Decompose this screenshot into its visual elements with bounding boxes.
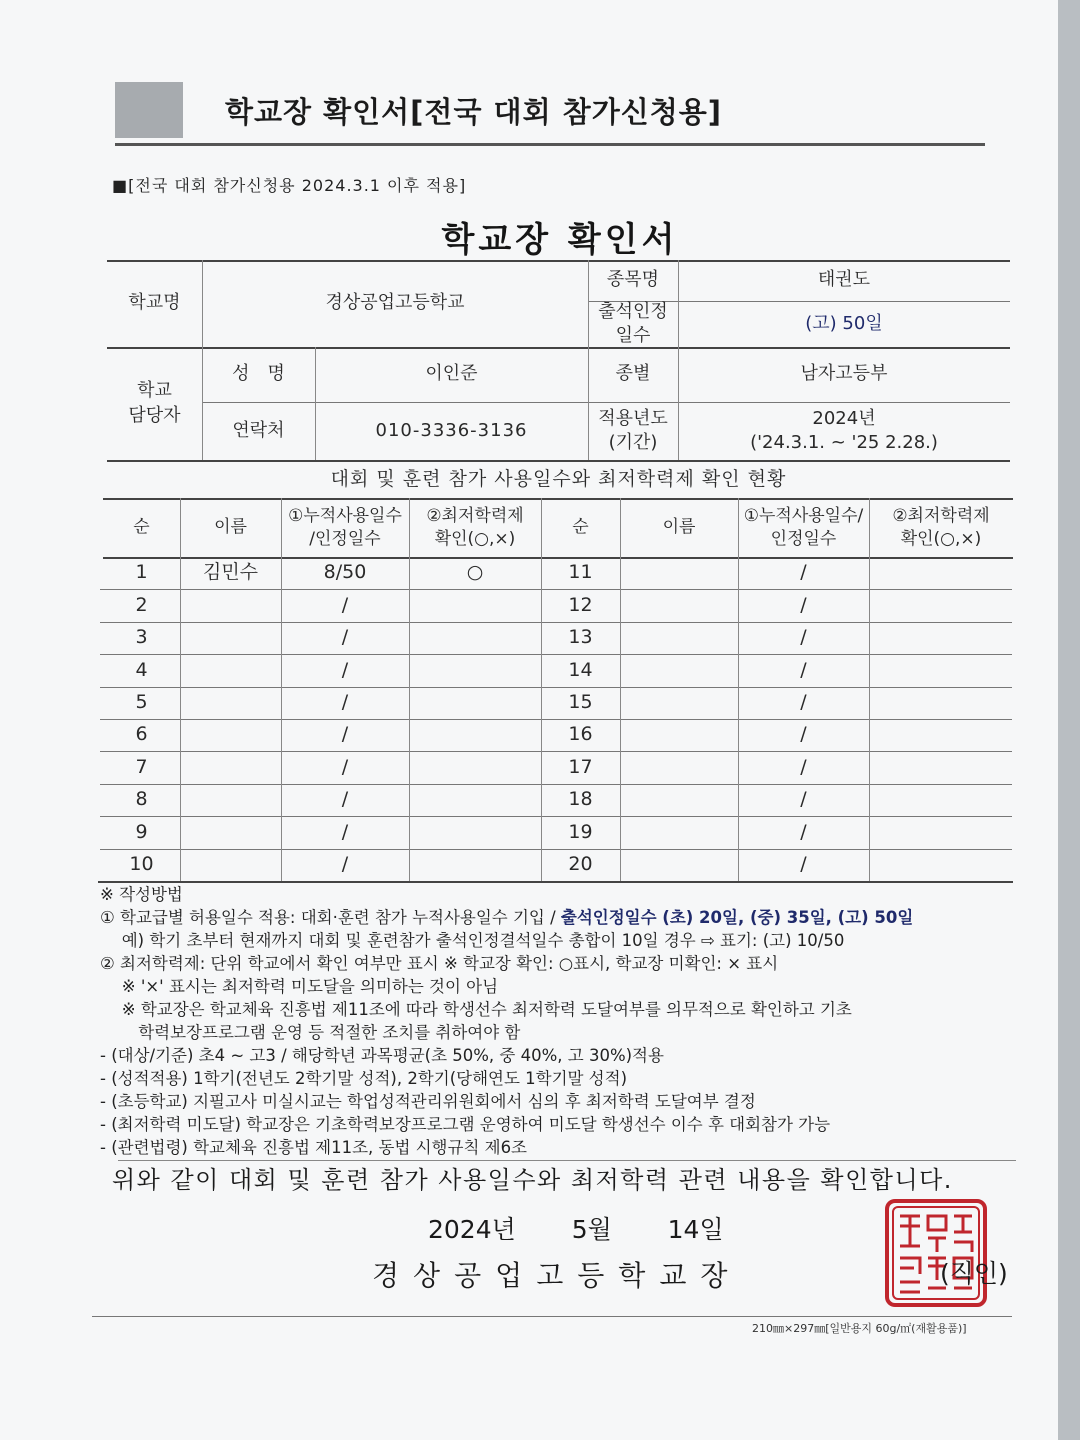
row-days-right: / <box>800 852 807 875</box>
issue-date <box>428 1210 724 1246</box>
row-name-right <box>620 719 738 751</box>
bullet-2: - (성적적용) 1학기(전년도 2학기말 성적), 2학기(당해연도 1학기말 성적) <box>100 1069 628 1088</box>
instructions <box>100 883 1030 1159</box>
row-days-right: / <box>800 658 807 681</box>
row-no-right: 13 <box>568 626 593 649</box>
title-decor-block <box>115 82 183 138</box>
row-check-right <box>869 816 1013 848</box>
contact-value: 010-3336-3136 <box>375 419 528 441</box>
row-no-right: 19 <box>568 820 593 843</box>
row-name <box>180 687 281 719</box>
manager-label: 학교 담당자 <box>128 380 181 426</box>
row-no: 9 <box>135 820 148 843</box>
row-name <box>180 784 281 816</box>
row-check-right <box>869 557 1013 589</box>
row-check-right <box>869 784 1013 816</box>
row-name <box>180 622 281 654</box>
row-days-right: / <box>800 690 807 713</box>
row-no: 6 <box>135 723 148 746</box>
manager-name-value: 이인준 <box>425 363 478 385</box>
row-no-right: 20 <box>568 852 593 875</box>
row-name-right <box>620 751 738 783</box>
note-2-b: ※ 학교장은 학교체육 진흥법 제11조에 따라 학생선수 최저학력 도달여부를 의무적으로 확인하고 기초 <box>100 1000 852 1019</box>
row-no-right: 11 <box>568 561 593 584</box>
date-day: 14일 <box>667 1215 724 1244</box>
category-label: 종별 <box>615 363 651 385</box>
row-no-right: 15 <box>568 690 593 713</box>
row-no: 4 <box>135 658 148 681</box>
row-name-right <box>620 816 738 848</box>
row-days-right: / <box>800 561 807 584</box>
apply-year-value: 2024년 <box>812 407 876 429</box>
row-no-right: 18 <box>568 788 593 811</box>
row-check <box>409 816 541 848</box>
col-header-days: ①누적사용일수 /인정일수 <box>288 505 402 549</box>
row-name-right <box>620 557 738 589</box>
apply-year-cell <box>678 402 1010 460</box>
col-header-no-right: 순 <box>572 517 589 538</box>
row-check <box>409 751 541 783</box>
footer-divider <box>92 1316 1012 1317</box>
row-no: 8 <box>135 788 148 811</box>
note-2-a: ※ '×' 표시는 최저학력 미도달을 의미하는 것이 아님 <box>100 977 499 996</box>
row-days-right: / <box>800 626 807 649</box>
row-days: / <box>341 626 349 649</box>
row-check-right <box>869 622 1013 654</box>
row-days-right: / <box>800 755 807 778</box>
col-header-name-right: 이름 <box>662 517 696 538</box>
note-1-example: 예) 학기 초부터 현재까지 대회 및 훈련참가 출석인정결석일수 총합이 10일 경우 ⇨ 표기: (고) 10/50 <box>100 931 845 950</box>
row-days: / <box>341 755 349 778</box>
row-no-right: 12 <box>568 593 593 616</box>
row-name-right <box>620 589 738 621</box>
row-no: 7 <box>135 755 148 778</box>
apply-note: ■[전국 대회 참가신청용 2024.3.1 이후 적용] <box>112 176 467 195</box>
row-check: ○ <box>466 561 484 584</box>
date-month: 5월 <box>571 1215 612 1244</box>
row-name-right <box>620 687 738 719</box>
row-check-right <box>869 654 1013 686</box>
row-no: 3 <box>135 626 148 649</box>
notes-heading: ※ 작성방법 <box>100 885 183 904</box>
row-name <box>180 816 281 848</box>
row-name-right <box>620 654 738 686</box>
manager-name-label: 성 명 <box>232 363 285 385</box>
col-header-check-right: ②최저학력제 확인(○,×) <box>892 505 990 549</box>
row-days-right: / <box>800 788 807 811</box>
principal-name: 경상공업고등학교장 <box>372 1259 742 1292</box>
seal-label: (직인) <box>940 1259 1008 1288</box>
note-1-bold: 출석인정일수 (초) 20일, (중) 35일, (고) 50일 <box>560 908 914 927</box>
school-name-value: 경상공업고등학교 <box>325 292 465 314</box>
bullet-3: - (초등학교) 지필고사 미실시교는 학업성적관리위원회에서 심의 후 최저학력 도달여부 결정 <box>100 1092 756 1111</box>
date-year: 2024년 <box>428 1215 516 1244</box>
row-name <box>180 849 281 881</box>
col-header-no: 순 <box>133 517 150 538</box>
contact-label: 연락처 <box>232 419 285 441</box>
apply-period-value: ('24.3.1. ~ '25 2.28.) <box>750 432 938 453</box>
row-check <box>409 622 541 654</box>
row-name <box>180 589 281 621</box>
row-check <box>409 719 541 751</box>
row-check <box>409 589 541 621</box>
row-name <box>180 654 281 686</box>
row-check-right <box>869 849 1013 881</box>
row-no: 2 <box>135 593 148 616</box>
row-no-right: 14 <box>568 658 593 681</box>
row-check <box>409 687 541 719</box>
status-section-title: 대회 및 훈련 참가 사용일수와 최저학력제 확인 현황 <box>330 468 787 491</box>
row-no-right: 17 <box>568 755 593 778</box>
row-days-right: / <box>800 723 807 746</box>
row-days: / <box>341 820 349 843</box>
row-check-right <box>869 589 1013 621</box>
attendance-days-value: (고) 50일 <box>805 312 883 334</box>
row-check <box>409 784 541 816</box>
row-name <box>180 751 281 783</box>
row-days: / <box>341 690 349 713</box>
row-days-right: / <box>800 820 807 843</box>
note-1-text: ① 학교급별 허용일수 적용: 대회·훈련 참가 누적사용일수 기입 / <box>100 908 561 927</box>
category-value: 남자고등부 <box>800 363 888 385</box>
note-2: ② 최저학력제: 단위 학교에서 확인 여부만 표시 ※ 학교장 확인: ○표시, 학교장 미확인: × 표시 <box>100 954 779 973</box>
row-days: / <box>341 723 349 746</box>
event-label: 종목명 <box>606 269 660 291</box>
confirmation-statement: 위와 같이 대회 및 훈련 참가 사용일수와 최저학력 관련 내용을 확인합니다. <box>112 1166 953 1194</box>
note-2-c: 학력보장프로그램 운영 등 적절한 조치를 취하여야 함 <box>100 1023 521 1042</box>
col-header-name: 이름 <box>214 517 247 538</box>
row-days: / <box>341 593 349 616</box>
row-check-right <box>869 751 1013 783</box>
row-days: 8/50 <box>323 561 367 584</box>
paper-spec: 210㎜×297㎜[일반용지 60g/㎡(재활용품)] <box>752 1322 967 1335</box>
row-days: / <box>341 658 349 681</box>
col-header-days-right: ①누적사용일수/ 인정일수 <box>743 505 864 549</box>
row-no-right: 16 <box>568 723 593 746</box>
apply-year-label: 적용년도 (기간) <box>598 407 668 453</box>
school-name-label: 학교명 <box>128 292 181 314</box>
row-no: 5 <box>135 690 148 713</box>
row-check-right <box>869 687 1013 719</box>
bullet-1: - (대상/기준) 초4 ~ 고3 / 해당학년 과목평균(초 50%, 중 40%, 고 30%)적용 <box>100 1046 664 1065</box>
title-underline <box>115 143 985 146</box>
row-check <box>409 654 541 686</box>
form-top-title: 학교장 확인서[전국 대회 참가신청용] <box>225 95 723 129</box>
row-no: 1 <box>135 561 148 584</box>
bullet-5: - (관련법령) 학교체육 진흥법 제11조, 동법 시행규칙 제6조 <box>100 1138 527 1157</box>
row-name-right <box>620 849 738 881</box>
event-value: 태권도 <box>817 269 871 291</box>
row-name-right <box>620 622 738 654</box>
col-header-check: ②최저학력제 확인(○,×) <box>426 505 524 549</box>
row-check <box>409 849 541 881</box>
note-1 <box>100 906 1030 929</box>
row-name <box>180 719 281 751</box>
attendance-days-label: 출석인정 일수 <box>598 300 668 346</box>
bullet-4: - (최저학력 미도달) 학교장은 기초학력보장프로그램 운영하여 미도달 학생선수 이수 후 대회참가 가능 <box>100 1115 831 1134</box>
row-days: / <box>341 852 349 875</box>
row-name: 김민수 <box>202 561 259 584</box>
document-title: 학교장 확인서 <box>441 220 679 260</box>
official-seal-icon <box>884 1198 988 1308</box>
row-check-right <box>869 719 1013 751</box>
row-name-right <box>620 784 738 816</box>
row-days: / <box>341 788 349 811</box>
row-days-right: / <box>800 593 807 616</box>
row-no: 10 <box>129 852 154 875</box>
